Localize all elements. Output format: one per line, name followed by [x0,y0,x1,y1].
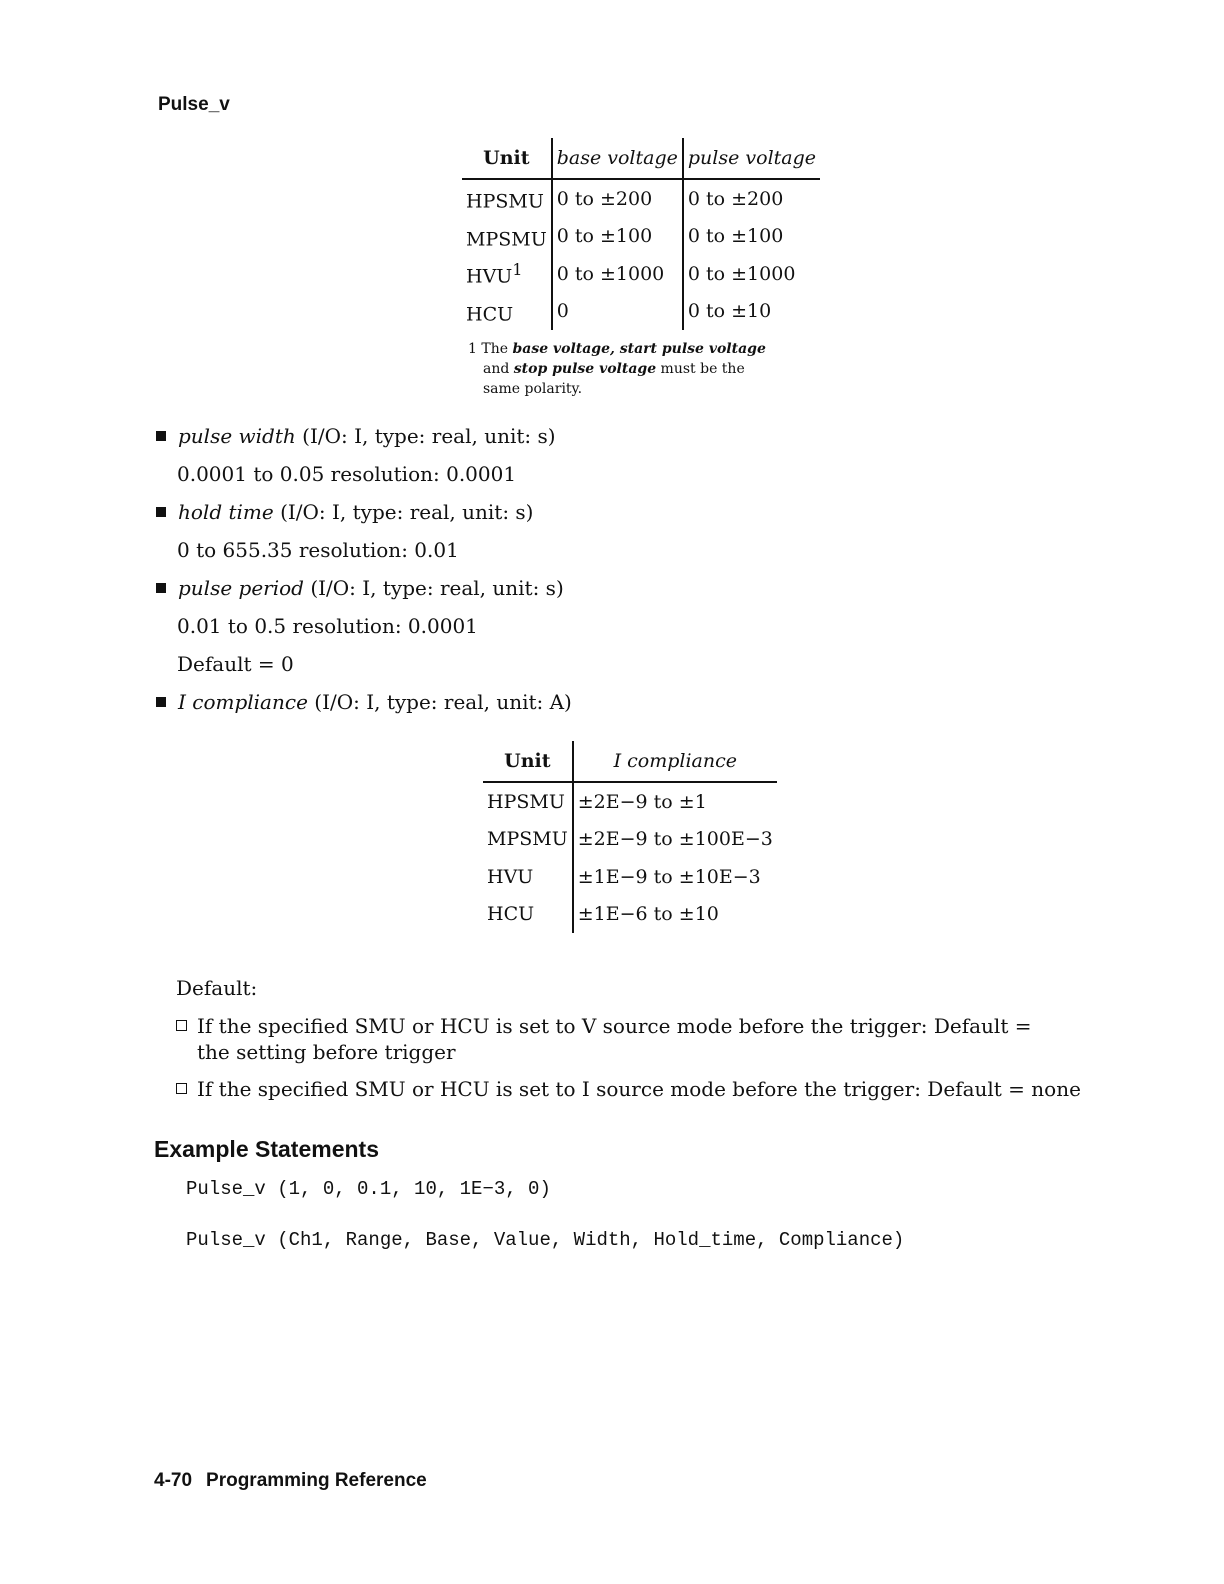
code-example: Pulse_v (Ch1, Range, Base, Value, Width, Hold_time, Compliance) [186,1229,905,1251]
pulse-voltage-cell: 0 to ±10 [683,293,820,331]
table-row [483,858,777,896]
bullet-icon [156,507,166,517]
table-row [483,821,777,859]
table-row [462,293,820,331]
unit-cell: HCU [466,302,514,325]
table-header-row [483,741,777,782]
base-voltage-cell: 0 to ±100 [552,218,683,256]
table-row [483,782,777,821]
column-header-base-voltage: base voltage [552,138,683,179]
compliance-cell: ±2E−9 to ±100E−3 [573,821,777,859]
unit-cell: MPSMU [466,227,547,250]
param-default: Default = 0 [177,652,294,676]
code-example: Pulse_v (1, 0, 0.1, 10, 1E−3, 0) [186,1178,551,1200]
pulse-voltage-cell: 0 to ±200 [683,179,820,218]
column-header-unit: Unit [483,741,573,782]
default-label: Default: [176,976,258,1000]
page-header: Pulse_v [158,94,230,115]
unit-cell: HPSMU [466,190,544,213]
compliance-cell: ±2E−9 to ±1 [573,782,777,821]
unit-cell: HPSMU [487,790,565,813]
table-row [483,896,777,934]
base-voltage-cell: 0 to ±200 [552,179,683,218]
table-header-row [462,138,820,179]
base-voltage-cell: 0 [552,293,683,331]
param-detail: 0.0001 to 0.05 resolution: 0.0001 [177,462,517,486]
unit-cell: HCU [487,903,535,926]
column-header-pulse-voltage: pulse voltage [683,138,820,179]
pulse-voltage-cell: 0 to ±1000 [683,255,820,293]
default-item: If the specified SMU or HCU is set to I source mode before the trigger: Default = none [176,1076,1097,1102]
param-detail: 0.01 to 0.5 resolution: 0.0001 [177,614,478,638]
compliance-table [483,741,777,933]
param-pulse-period: pulse period (I/O: I, type: real, unit: s) [156,576,564,600]
unit-cell: MPSMU [487,828,568,851]
table-row [462,179,820,218]
column-header-unit: Unit [462,138,552,179]
default-item: If the specified SMU or HCU is set to V source mode before the trigger: Default = the setting before trigger [176,1013,1067,1065]
base-voltage-cell: 0 to ±1000 [552,255,683,293]
footnote-marker: 1 [512,260,523,280]
param-i-compliance: I compliance (I/O: I, type: real, unit: A) [156,690,572,714]
compliance-cell: ±1E−6 to ±10 [573,896,777,934]
table-row [462,255,820,293]
checkbox-bullet-icon [176,1083,187,1094]
column-header-i-compliance: I compliance [573,741,777,782]
section-heading: Example Statements [154,1136,379,1162]
page-footer [154,1470,427,1492]
bullet-icon [156,697,166,707]
page-number: 4-70 [154,1470,193,1491]
unit-cell: HVU [487,865,534,888]
footer-section: Programming Reference [206,1470,427,1491]
unit-cell: HVU$^1$ [466,260,523,288]
bullet-icon [156,431,166,441]
param-detail: 0 to 655.35 resolution: 0.01 [177,538,459,562]
table-footnote: 1 The base voltage, start pulse voltage and stop pulse voltage must be the same polarity. [468,341,766,397]
param-pulse-width: pulse width (I/O: I, type: real, unit: s) [156,424,556,448]
pulse-voltage-cell: 0 to ±100 [683,218,820,256]
compliance-cell: ±1E−9 to ±10E−3 [573,858,777,896]
param-hold-time: hold time (I/O: I, type: real, unit: s) [156,500,533,524]
checkbox-bullet-icon [176,1020,187,1031]
table-row [462,218,820,256]
voltage-range-table [462,138,820,330]
bullet-icon [156,583,166,593]
